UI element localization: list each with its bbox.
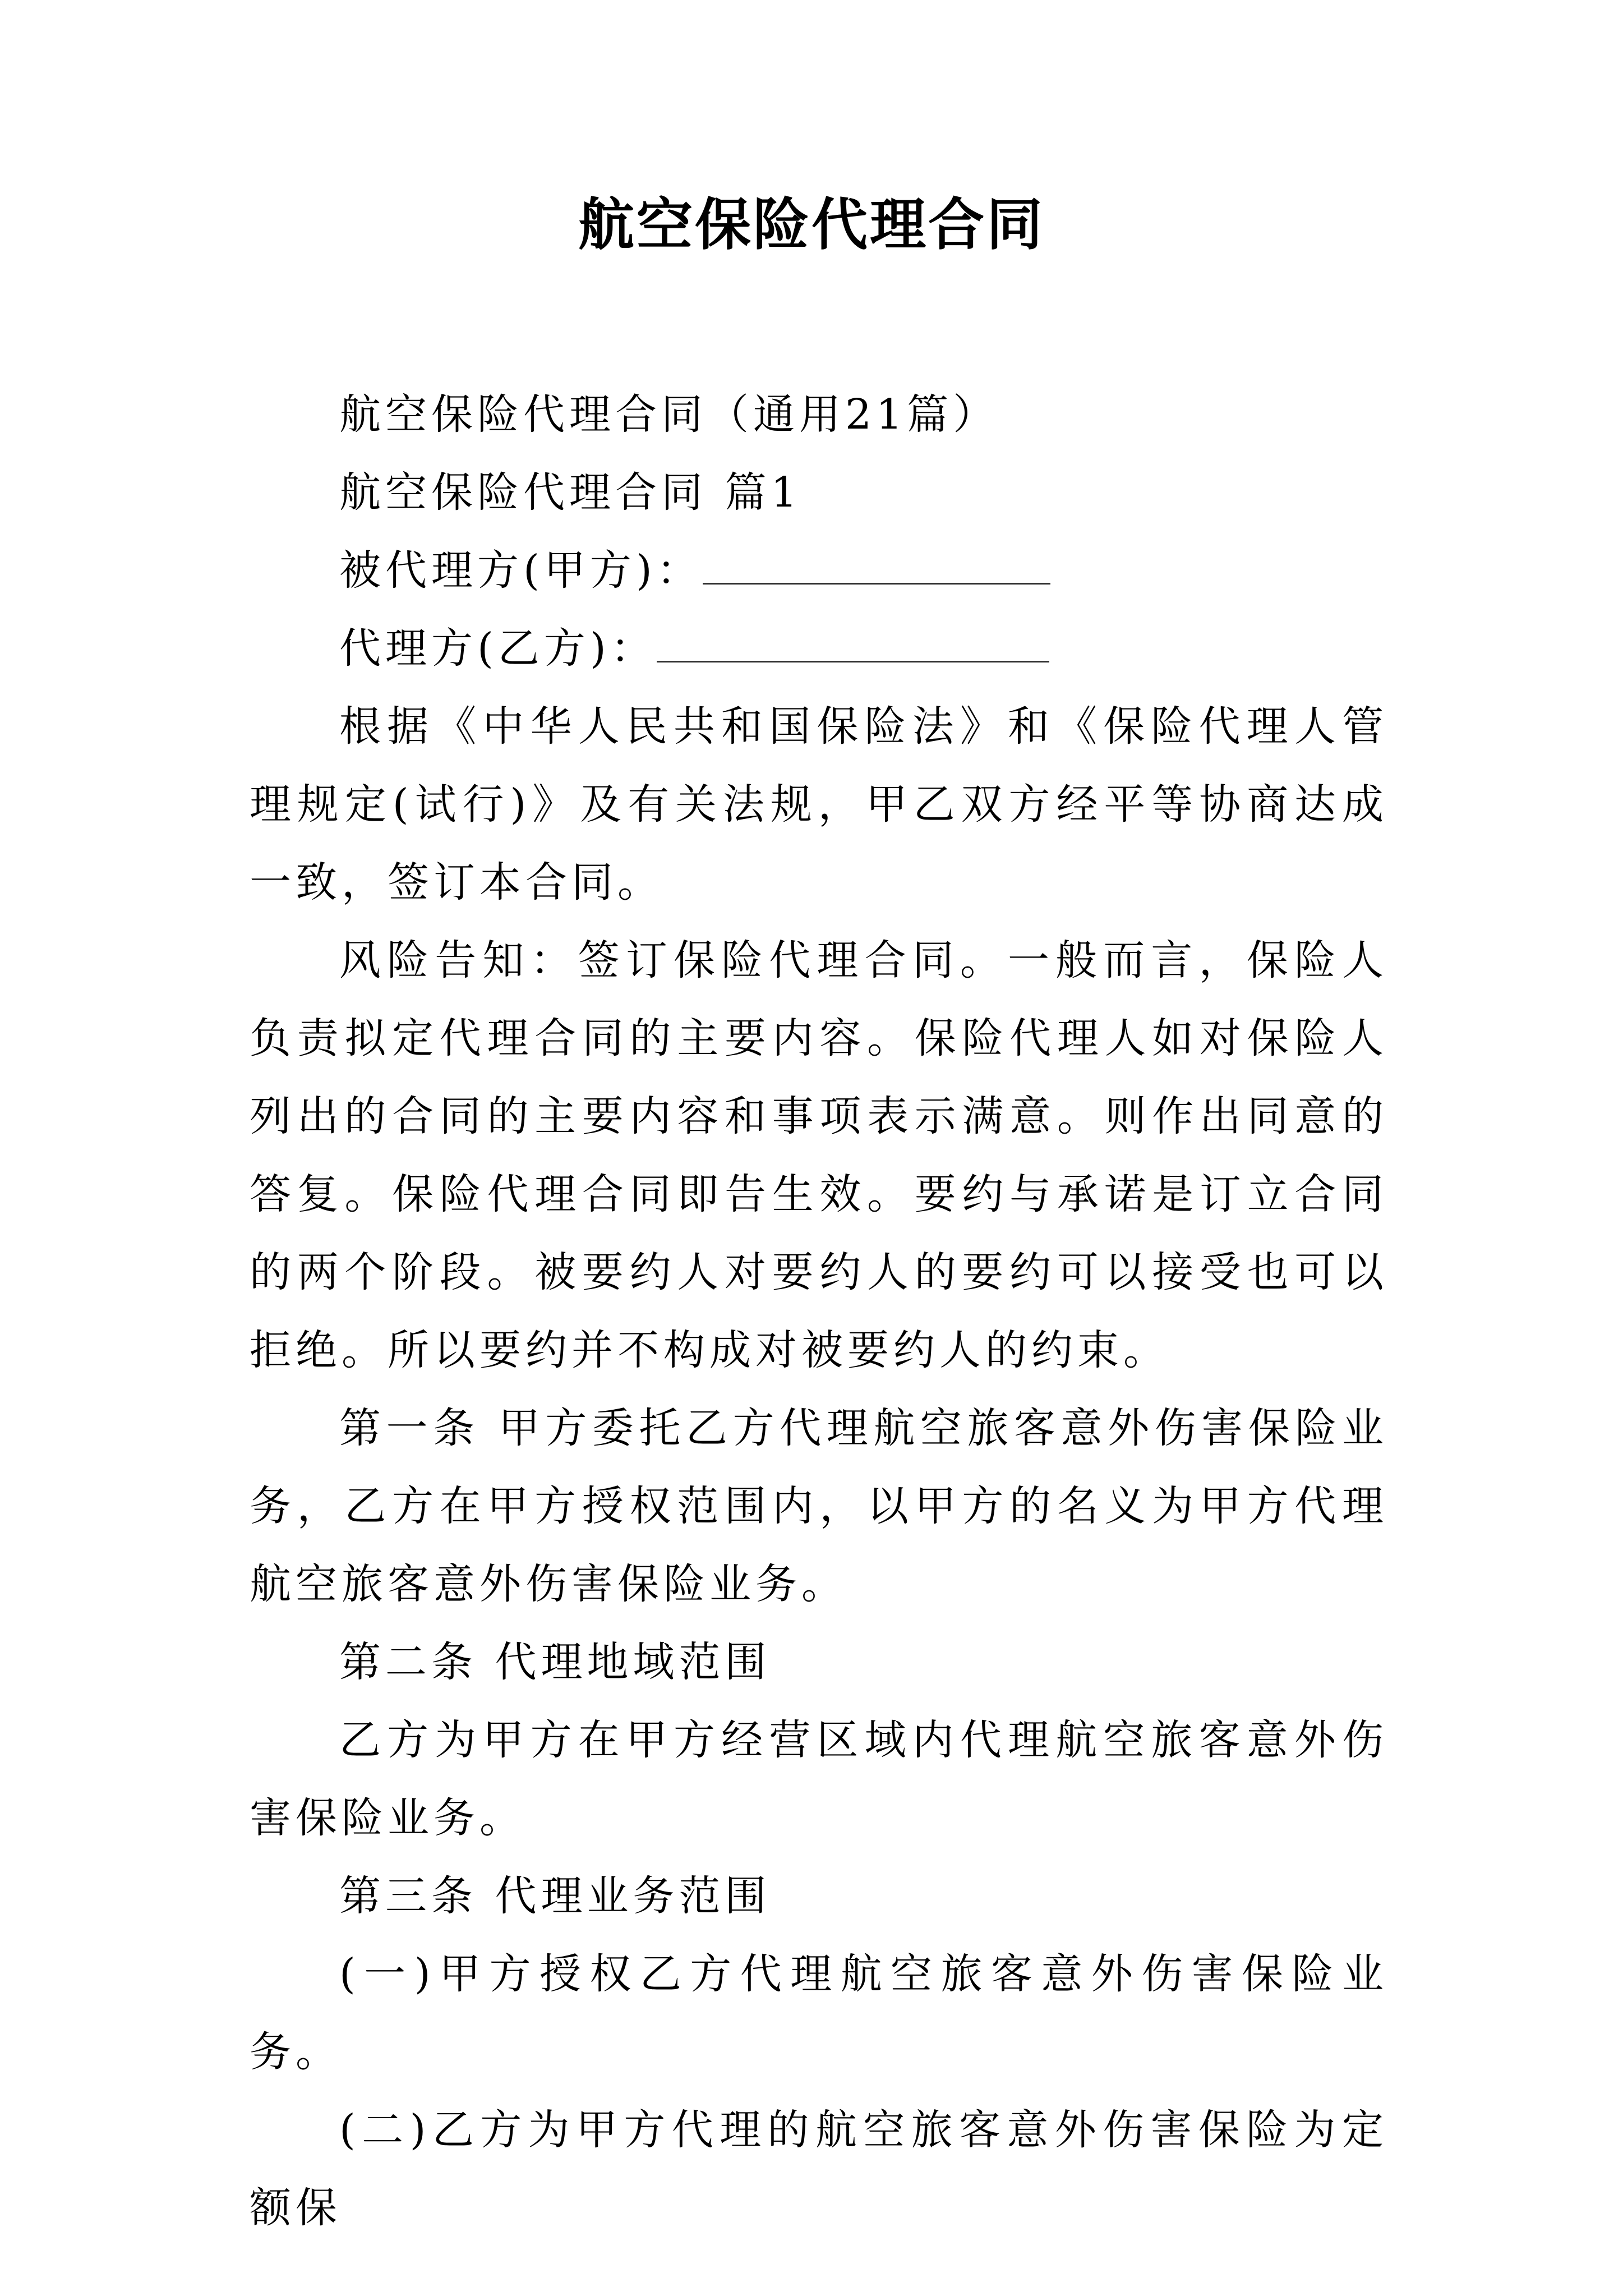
party-b-blank xyxy=(657,644,1049,662)
paragraph-article-2-body: 乙方为甲方在甲方经营区域内代理航空旅客意外伤害保险业务。 xyxy=(250,1716,1388,1842)
document-title: 航空保险代理合同 xyxy=(578,191,1045,257)
paragraph-article-3-item-1: (一)甲方授权乙方代理航空旅客意外伤害保险业务。 xyxy=(250,1950,1388,2076)
party-a-line xyxy=(250,532,1388,610)
paragraph-collection-title: 航空保险代理合同（通用21篇） xyxy=(339,390,999,439)
party-b-label: 代理方(乙方)： xyxy=(339,624,657,673)
document-body xyxy=(250,376,1388,2247)
party-b-line xyxy=(250,610,1388,688)
party-a-blank xyxy=(703,566,1050,585)
paragraph-article-3-heading: 第三条 代理业务范围 xyxy=(339,1872,771,1920)
paragraph-risk-notice: 风险告知：签订保险代理合同。一般而言，保险人负责拟定代理合同的主要内容。保险代理人如对保险人列出的合同的主要内容和事项表示满意。则作出同意的答复。保险代理合同即告生效。要约与承诺是订立合同的两个阶段。被要约人对要约人的要约可以接受也可以拒绝。所以要约并不构成对被要约人的约束。 xyxy=(250,936,1388,1374)
paragraph-article-1: 第一条 甲方委托乙方代理航空旅客意外伤害保险业务，乙方在甲方授权范围内，以甲方的名义为甲方代理航空旅客意外伤害保险业务。 xyxy=(250,1404,1388,1608)
paragraph-preamble: 根据《中华人民共和国保险法》和《保险代理人管理规定(试行)》及有关法规，甲乙双方经平等协商达成一致，签订本合同。 xyxy=(250,702,1388,907)
party-a-label: 被代理方(甲方)： xyxy=(339,546,703,595)
paragraph-chapter-title: 航空保险代理合同 篇1 xyxy=(339,468,802,517)
paragraph-article-2-heading: 第二条 代理地域范围 xyxy=(339,1638,771,1686)
paragraph-article-3-item-2: (二)乙方为甲方代理的航空旅客意外伤害保险为定额保 xyxy=(250,2106,1388,2232)
